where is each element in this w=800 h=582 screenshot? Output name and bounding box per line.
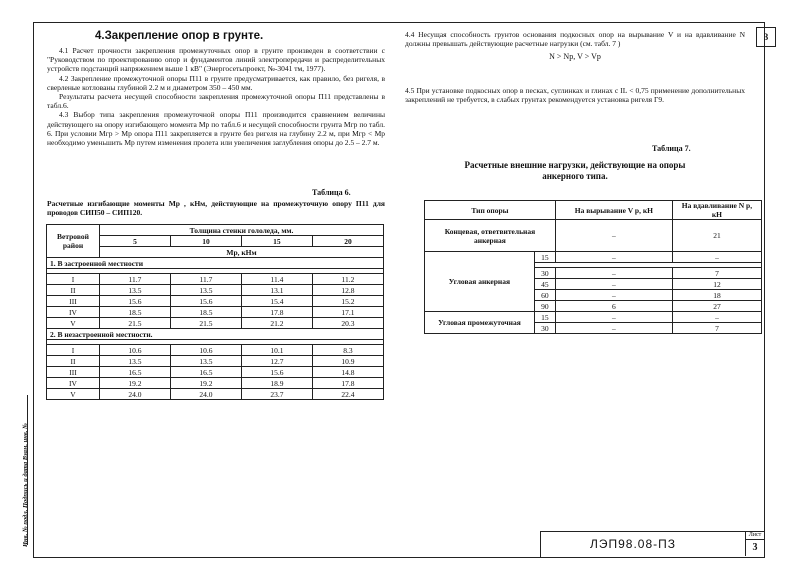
doc-code: ЛЭП98.08-ПЗ <box>590 537 677 551</box>
col-pullout: На вырывание V р, кН <box>555 201 672 220</box>
table-row: IV 18.5 18.5 17.8 17.1 <box>47 307 384 318</box>
paragraph-4-2b: Результаты расчета несущей способности закрепления промежуточной опоры П11 представлены в табл.6. <box>47 92 385 111</box>
table-row: 90 6 27 <box>425 301 762 312</box>
side-stamp-text: Инв. № подл. Подпись и дата Взам. инв. № <box>22 423 29 547</box>
table6 <box>46 224 384 400</box>
table-row: II 13.5 13.5 13.1 12.8 <box>47 285 384 296</box>
paragraph-4-5: 4.5 При установке подкосных опор в песках, суглинках и глинах с IL < 0,75 применение дополнительных закреплений не требуется, в слабых грунтах рекомендуется установка ригеля Г9. <box>405 86 745 105</box>
table-row: I 10.6 10.6 10.1 8.3 <box>47 345 384 356</box>
table-row: 45 – 12 <box>425 279 762 290</box>
section-built-up: 1. В застроенной местности <box>47 258 384 269</box>
paragraph-4-1: 4.1 Расчет прочности закрепления промежуточных опор в грунте произведен в соответствии с "Руководством по проектированию опор и фундаментов линий электропередачи и распределительных устройств подстанций напряжением выше 1 кВ" (Энергосетьпроект, №-3041 тм, 1977). <box>47 46 385 74</box>
section-heading: 4.Закрепление опор в грунте. <box>95 30 264 42</box>
thickness-20: 20 <box>312 236 383 247</box>
table-row: Угловая анкерная 15 – – <box>425 252 762 263</box>
table7-label: Таблица 7. <box>652 144 691 153</box>
table7 <box>424 200 762 334</box>
thickness-header: Толщина стенки гололеда, мм. <box>100 225 384 236</box>
table-row: V 24.0 24.0 23.7 22.4 <box>47 389 384 400</box>
col-press: На вдавливание N р, кН <box>672 201 761 220</box>
table-row: 60 – 18 <box>425 290 762 301</box>
col-support-type: Тип опоры <box>425 201 556 220</box>
right-text <box>405 30 745 62</box>
paragraph-4-4: 4.4 Несущая способность грунтов основания подкосных опор на вырывание V и на вдавливание N должны превышать действующие расчетные нагрузки (см. табл. 7 ) <box>405 30 745 49</box>
thickness-5: 5 <box>100 236 171 247</box>
sheet-label: Лист <box>746 531 764 540</box>
paragraph-4-2: 4.2 Закрепление промежуточной опоры П11 в грунте предусматривается, как правило, без ригеля, в сверленые котлованы глубиной 2.2 м и диаметром 350 – 450 мм. <box>47 73 385 92</box>
table6-caption: Расчетные изгибающие моменты Мр , кНм, действующие на промежуточную опору П11 для проводов СИП50 – СИП120. <box>47 199 385 218</box>
paragraph-4-3: 4.3 Выбор типа закрепления промежуточной опоры П11 производится сравнением величины действующего на опору изгибающего момента Мр по табл.6 и несущей способности грунта Мгр по табл. 6. При условии Мгр > Мр опора П11 закрепляется в грунте без ригеля на глубину 2.2 м, при Мгр < Мр необходимо уменьшить Мр путем изменения пролета или увеличения заглубления опоры до 2.5 – 2.7 м. <box>47 110 385 148</box>
table7-caption: Расчетные внешние нагрузки, действующие на опоры анкерного типа. <box>464 160 686 181</box>
page-number-box: 3 <box>756 27 776 47</box>
table-row: 30 – 7 <box>425 323 762 334</box>
wind-region-header: Ветровой район <box>47 225 100 258</box>
section-open-area: 2. В незастроенной местности. <box>47 329 384 340</box>
thickness-15: 15 <box>241 236 312 247</box>
table-row: 30 – 7 <box>425 268 762 279</box>
table-row: V 21.5 21.5 21.2 20.3 <box>47 318 384 329</box>
formula: N > Np, V > Vp <box>549 52 601 62</box>
unit-row: Мр, кНм <box>100 247 384 258</box>
table-row: I 11.7 11.7 11.4 11.2 <box>47 274 384 285</box>
table6-label: Таблица 6. <box>312 188 351 197</box>
thickness-10: 10 <box>170 236 241 247</box>
table-row: Концевая, ответвительная анкерная – 21 <box>425 220 762 252</box>
table-row: III 15.6 15.6 15.4 15.2 <box>47 296 384 307</box>
table-row: Угловая промежуточная 15 – – <box>425 312 762 323</box>
left-text <box>47 46 385 147</box>
table-row: IV 19.2 19.2 18.9 17.8 <box>47 378 384 389</box>
table-row: II 13.5 13.5 12.7 10.9 <box>47 356 384 367</box>
sheet-box <box>745 531 764 556</box>
table-row: III 16.5 16.5 15.6 14.8 <box>47 367 384 378</box>
sheet-number: 3 <box>752 542 758 553</box>
